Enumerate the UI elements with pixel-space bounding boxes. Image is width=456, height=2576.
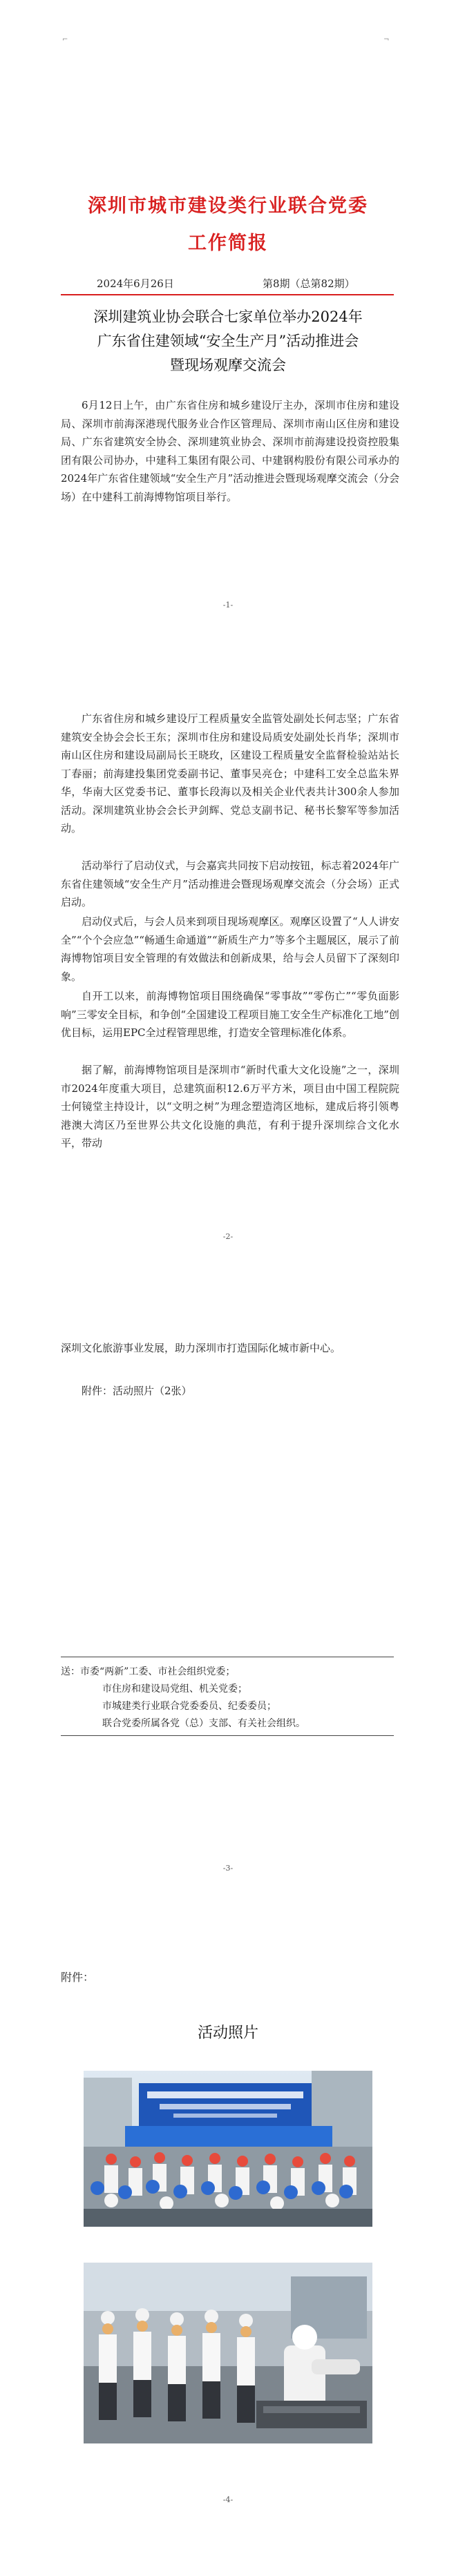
distribution-line: 市住房和建设局党组、机关党委； <box>102 1684 247 1695</box>
article-title-line: 深圳建筑业协会联合七家单位举办2024年 <box>93 309 363 325</box>
attachment-note: 附件：活动照片（2张） <box>82 1385 192 1397</box>
article-paragraph: 深圳文化旅游事业发展，助力深圳市打造国际化城市新中心。 <box>61 1342 341 1354</box>
article-title-line: 暨现场观摩交流会 <box>170 357 286 373</box>
article-paragraph: 6月12日上午，由广东省住房和城乡建设厅主办，深圳市住房和建设局、深圳市前海深港现代服务业合作区管理局、深圳市南山区住房和建设局、广东省建筑安全协会、深圳建筑业协会、深圳市前海建设投资控股集团有限公司协办，中建科工集团有限公司、中建钢构股份有限公司承办的2024年广东省住建领域“安全生产月”活动推进会暨现场观摩交流会（分会场）在中建科工前海博物馆项目举行。 <box>61 399 399 503</box>
article-paragraph: 自开工以来，前海博物馆项目围绕确保“零事故”“零伤亡”“零负面影响”三零安全目标，和争创“全国建设工程项目施工安全生产标准化工地”创优目标，运用EPC全过程管理思维，打造安全管理标准化体系。 <box>61 990 399 1039</box>
distribution-line: 送：市委“两新”工委、市社会组织党委； <box>61 1666 236 1677</box>
distribution-bottom-rule <box>61 1735 394 1736</box>
issue-date: 2024年6月26日 <box>97 277 174 290</box>
corner-mark: ⌐ <box>62 36 68 43</box>
event-photo-1 <box>84 2071 372 2227</box>
event-photo-2 <box>84 2263 372 2443</box>
photos-title: 活动照片 <box>197 2024 258 2042</box>
issue-number: 第8期（总第82期） <box>263 277 355 290</box>
header-divider <box>61 294 394 295</box>
article-paragraph: 广东省住房和城乡建设厅工程质量安全监管处副处长何志坚；广东省建筑安全协会会长王东；深圳市住房和建设局质安处副处长肖华；深圳市南山区住房和建设局副局长王晓玫，区建设工程质量安全监督检验站站长丁春丽；前海建投集团党委副书记、董事吴亮仓；中建科工安全总监朱界华，华南大区党委书记、董事长段海以及相关企业代表共计300余人参加活动。深圳建筑业协会会长尹剑辉、党总支副书记、秘书长黎军等参加活动。 <box>61 712 399 835</box>
event-photo-1-image <box>84 2071 372 2227</box>
attachment-label: 附件： <box>61 1971 95 1984</box>
bulletin-title: 工作简报 <box>188 233 268 254</box>
event-photo-2-image <box>84 2263 372 2443</box>
distribution-list <box>61 1663 394 1733</box>
org-title: 深圳市城市建设类行业联合党委 <box>88 195 368 217</box>
distribution-line: 市城建类行业联合党委委员、纪委委员； <box>102 1701 276 1712</box>
distribution-line: 联合党委所属各党（总）支部、有关社会组织。 <box>102 1718 305 1729</box>
page-number: -2- <box>222 1232 234 1241</box>
article-title-line: 广东省住建领域“安全生产月”活动推进会 <box>97 333 359 349</box>
page-number: -4- <box>222 2495 234 2504</box>
article-paragraph: 启动仪式后，与会人员来到项目现场观摩区。观摩区设置了“人人讲安全”“个个会应急”“畅通生命通道”“新质生产力”等多个主题展区，展示了前海博物馆项目安全管理的有效做法和创新成果，给与会人员留下了深刻印象。 <box>61 915 399 983</box>
article-paragraph: 活动举行了启动仪式，与会嘉宾共同按下启动按钮，标志着2024年广东省住建领域“安全生产月”活动推进会暨现场观摩交流会（分会场）正式启动。 <box>61 859 399 908</box>
page-number: -1- <box>222 601 234 609</box>
article-paragraph: 据了解，前海博物馆项目是深圳市“新时代重大文化设施”之一，深圳市2024年度重大项目，总建筑面积12.6万平方米，项目由中国工程院院士何镜堂主持设计，以“文明之树”为理念塑造湾区地标，建成后将引领粤港澳大湾区乃至世界公共文化设施的典范，有利于提升深圳综合文化水平，带动 <box>61 1064 399 1149</box>
page-number: -3- <box>222 1864 234 1873</box>
corner-mark: ¬ <box>383 36 390 43</box>
